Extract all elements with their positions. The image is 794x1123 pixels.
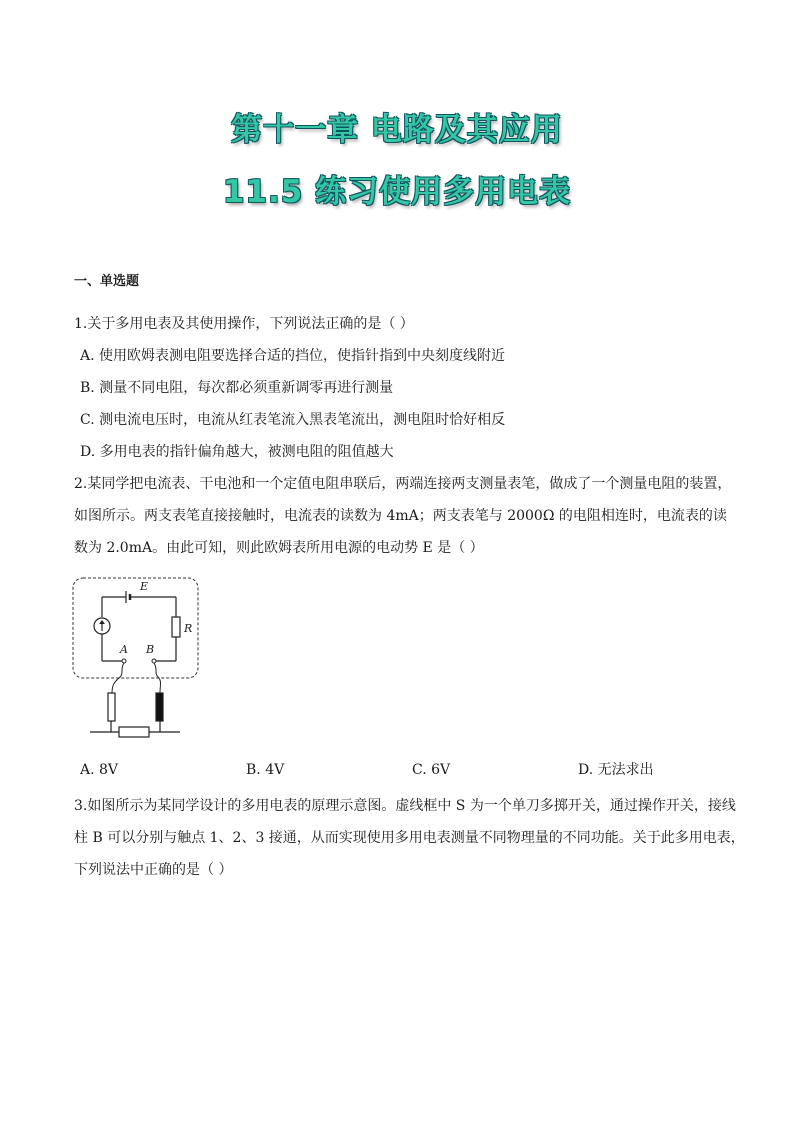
resistor-r bbox=[172, 617, 180, 637]
ohmmeter-circuit-diagram bbox=[70, 575, 205, 750]
lesson-title: 11.5 练习使用多用电表 bbox=[222, 174, 572, 210]
resistor-label-r: R bbox=[184, 622, 193, 635]
terminal-label-a: A bbox=[120, 643, 128, 656]
red-probe bbox=[108, 693, 115, 721]
chapter-title: 第十一章 电路及其应用 bbox=[231, 112, 563, 148]
section-heading: 一、单选题 bbox=[74, 274, 140, 289]
question-2-stem-line-1: 2.某同学把电流表、干电池和一个定值电阻串联后，两端连接两支测量表笔，做成了一个测量电阻的装置， bbox=[74, 476, 732, 492]
question-3-stem-line-3: 下列说法中正确的是（ ） bbox=[74, 862, 233, 878]
question-1-option-c: C. 测电流电压时，电流从红表笔流入黑表笔流出，测电阻时恰好相反 bbox=[80, 412, 506, 428]
question-1-option-d: D. 多用电表的指针偏角越大，被测电阻的阻值越大 bbox=[80, 444, 394, 460]
question-3-stem-line-2: 柱 B 可以分别与触点 1、2、3 接通，从而实现使用多用电表测量不同物理量的不同功能。关于此多用电表， bbox=[74, 830, 745, 846]
test-resistor-2000-ohm bbox=[119, 727, 149, 737]
question-1-option-a: A. 使用欧姆表测电阻要选择合适的挡位，使指针指到中央刻度线附近 bbox=[80, 348, 506, 364]
question-2-stem-line-2: 如图所示。两支表笔直接接触时，电流表的读数为 4mA；两支表笔与 2000Ω 的电阻相连时，电流表的读 bbox=[74, 508, 727, 524]
question-2-choice-c: C. 6V bbox=[412, 762, 451, 778]
question-2-stem-line-3: 数为 2.0mA。由此可知，则此欧姆表所用电源的电动势 E 是（ ） bbox=[74, 540, 484, 556]
question-1-stem: 1.关于多用电表及其使用操作，下列说法正确的是（ ） bbox=[74, 316, 414, 332]
terminal-label-b: B bbox=[146, 643, 155, 656]
question-3-stem-line-1: 3.如图所示为某同学设计的多用电表的原理示意图。虚线框中 S 为一个单刀多掷开关，通过操作开关，接线 bbox=[74, 798, 736, 814]
black-probe bbox=[156, 693, 163, 721]
question-2-choice-b: B. 4V bbox=[246, 762, 285, 778]
question-2-choice-d: D. 无法求出 bbox=[578, 762, 654, 778]
question-2-choice-a: A. 8V bbox=[80, 762, 119, 778]
battery-label-e: E bbox=[140, 580, 149, 593]
question-1-option-b: B. 测量不同电阻，每次都必须重新调零再进行测量 bbox=[80, 380, 394, 396]
